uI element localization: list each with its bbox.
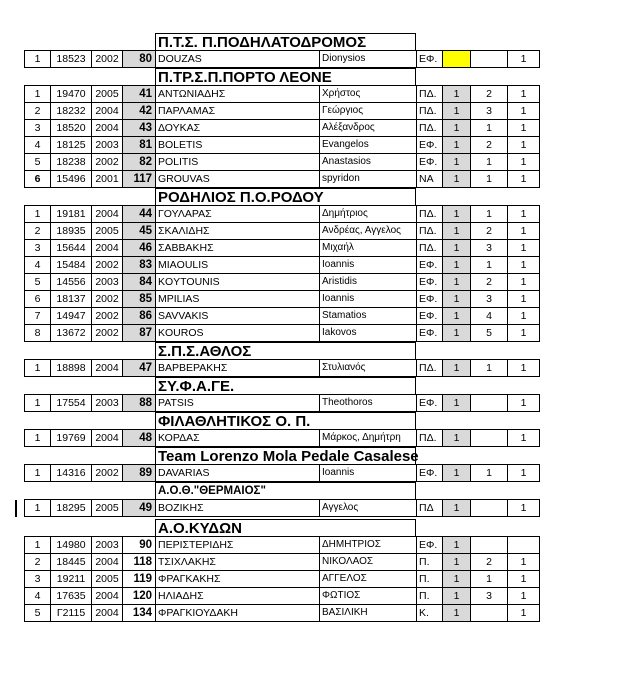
licence-cell: 19769 [50,430,91,447]
licence-cell: 19470 [50,86,91,103]
birth-year-cell: 2004 [91,120,122,137]
table-row [24,537,540,554]
value-a-cell: 1 [442,291,470,308]
licence-cell: 14316 [50,465,91,482]
bib-number-cell: 48 [122,430,155,447]
value-a-cell: 1 [442,537,470,554]
club-name: ΦΙΛΑΘΛΗΤΙΚΟΣ Ο. Π. [155,412,416,429]
category-cell: ΕΦ. [416,291,442,308]
value-c-cell: 1 [507,605,540,622]
bib-number-cell: 80 [122,51,155,68]
category-cell: ΠΔ. [416,120,442,137]
table-row [24,171,540,188]
value-c-cell: 1 [507,274,540,291]
bib-number-cell: 83 [122,257,155,274]
licence-cell: 18523 [50,51,91,68]
first-name-cell: Μάρκος, Δημήτρη [319,430,416,447]
value-b-cell: 1 [470,360,507,377]
value-b-cell: 2 [470,554,507,571]
club-name: Σ.Π.Σ.ΑΘΛΟΣ [155,342,416,359]
value-a-cell: 1 [442,465,470,482]
surname-cell: ΤΣΙΧΛΑΚΗΣ [155,554,319,571]
value-c-cell: 1 [507,137,540,154]
birth-year-cell: 2002 [91,51,122,68]
first-name-cell: Stamatios [319,308,416,325]
category-cell: ΕΦ. [416,395,442,412]
first-name-cell: Αγγελος [319,500,416,517]
position-cell: 5 [24,154,50,171]
surname-cell: ΣΚΑΛΙΔΗΣ [155,223,319,240]
birth-year-cell: 2003 [91,537,122,554]
value-a-cell: 1 [442,86,470,103]
first-name-cell: ΔΗΜΗΤΡΙΟΣ [319,537,416,554]
birth-year-cell: 2004 [91,240,122,257]
position-cell: 2 [24,103,50,120]
bib-number-cell: 46 [122,240,155,257]
value-b-cell [470,605,507,622]
value-b-cell [470,51,507,68]
value-c-cell: 1 [507,465,540,482]
surname-cell: GROUVAS [155,171,319,188]
value-a-cell: 1 [442,240,470,257]
value-c-cell: 1 [507,240,540,257]
value-b-cell: 2 [470,223,507,240]
bib-number-cell: 84 [122,274,155,291]
table-row [24,257,540,274]
position-cell: 2 [24,223,50,240]
first-name-cell: Iakovos [319,325,416,342]
first-name-cell: Δημήτριος [319,206,416,223]
value-b-cell: 1 [470,465,507,482]
value-a-cell: 1 [442,274,470,291]
birth-year-cell: 2005 [91,223,122,240]
table-row [24,86,540,103]
value-a-cell: 1 [442,120,470,137]
position-cell: 1 [24,430,50,447]
value-a-cell: 1 [442,500,470,517]
position-cell: 1 [24,360,50,377]
table-row [24,206,540,223]
first-name-cell: Dionysios [319,51,416,68]
table-row [24,554,540,571]
value-b-cell: 3 [470,240,507,257]
club-header [24,68,540,86]
position-cell: 5 [24,274,50,291]
licence-cell: 18935 [50,223,91,240]
bib-number-cell: 120 [122,588,155,605]
licence-cell: 18238 [50,154,91,171]
position-cell: 1 [24,395,50,412]
table-row [24,500,540,517]
first-name-cell: Αλέξανδρος [319,120,416,137]
birth-year-cell: 2002 [91,257,122,274]
value-a-cell: 1 [442,605,470,622]
position-cell: 3 [24,120,50,137]
category-cell: ΠΔ. [416,360,442,377]
first-name-cell: Ioannis [319,257,416,274]
value-b-cell [470,395,507,412]
club-name: Π.Τ.Σ. Π.ΠΟΔΗΛΑΤΟΔΡΟΜΟΣ [155,33,416,50]
club-header [24,447,540,465]
surname-cell: ΦΡΑΓΚΑΚΗΣ [155,571,319,588]
table-row [24,395,540,412]
birth-year-cell: 2004 [91,103,122,120]
value-c-cell: 1 [507,154,540,171]
birth-year-cell: 2002 [91,154,122,171]
row-edge-marker [15,500,17,517]
value-a-cell: 1 [442,360,470,377]
value-b-cell: 1 [470,206,507,223]
value-c-cell: 1 [507,223,540,240]
club-name: Π.ΤΡ.Σ.Π.ΠΟΡΤΟ ΛΕΟΝΕ [155,68,416,85]
value-b-cell: 3 [470,103,507,120]
category-cell: ΠΔ. [416,86,442,103]
value-c-cell: 1 [507,206,540,223]
bib-number-cell: 43 [122,120,155,137]
surname-cell: ΓΟΥΛΑΡΑΣ [155,206,319,223]
value-c-cell: 1 [507,86,540,103]
licence-cell: 15644 [50,240,91,257]
club-name: ΣΥ.Φ.Α.ΓΕ. [155,377,416,394]
value-a-cell: 1 [442,206,470,223]
club-name: Α.Ο.ΚΥΔΩΝ [155,519,416,536]
position-cell: 5 [24,605,50,622]
table-row [24,120,540,137]
position-cell: 1 [24,465,50,482]
bib-number-cell: 82 [122,154,155,171]
surname-cell: POLITIS [155,154,319,171]
category-cell: ΕΦ. [416,274,442,291]
category-cell: ΕΦ. [416,537,442,554]
value-a-cell [442,51,470,68]
birth-year-cell: 2004 [91,605,122,622]
value-b-cell: 1 [470,171,507,188]
table-row [24,308,540,325]
licence-cell: 14947 [50,308,91,325]
category-cell: Π. [416,588,442,605]
licence-cell: 14980 [50,537,91,554]
position-cell: 4 [24,137,50,154]
surname-cell: SAVVAKIS [155,308,319,325]
licence-cell: 18232 [50,103,91,120]
value-a-cell: 1 [442,171,470,188]
bib-number-cell: 86 [122,308,155,325]
table-row [24,605,540,622]
first-name-cell: Anastasios [319,154,416,171]
bib-number-cell: 44 [122,206,155,223]
value-b-cell: 2 [470,86,507,103]
value-b-cell [470,500,507,517]
bib-number-cell: 89 [122,465,155,482]
first-name-cell: Theothoros [319,395,416,412]
category-cell: ΕΦ. [416,257,442,274]
position-cell: 1 [24,206,50,223]
club-name: Α.Ο.Θ."ΘΕΡΜΑΙΟΣ" [155,482,416,499]
birth-year-cell: 2005 [91,86,122,103]
licence-cell: 15496 [50,171,91,188]
category-cell: ΕΦ. [416,137,442,154]
table-row [24,588,540,605]
table-row [24,240,540,257]
table-row [24,223,540,240]
value-c-cell: 1 [507,103,540,120]
first-name-cell: Ioannis [319,465,416,482]
value-b-cell: 1 [470,571,507,588]
position-cell: 6 [24,171,50,188]
value-c-cell: 1 [507,120,540,137]
value-b-cell: 1 [470,120,507,137]
licence-cell: 15484 [50,257,91,274]
table-row [24,291,540,308]
value-b-cell: 2 [470,274,507,291]
birth-year-cell: 2004 [91,430,122,447]
first-name-cell: spyridon [319,171,416,188]
surname-cell: ΒΑΡΒΕΡΑΚΗΣ [155,360,319,377]
surname-cell: MPILIAS [155,291,319,308]
club-header [24,377,540,395]
bib-number-cell: 118 [122,554,155,571]
surname-cell: ΑΝΤΩΝΙΑΔΗΣ [155,86,319,103]
surname-cell: ΚΟΡΔΑΣ [155,430,319,447]
bib-number-cell: 117 [122,171,155,188]
bib-number-cell: 41 [122,86,155,103]
position-cell: 6 [24,291,50,308]
birth-year-cell: 2001 [91,171,122,188]
licence-cell: 18295 [50,500,91,517]
surname-cell: ΗΛΙΑΔΗΣ [155,588,319,605]
surname-cell: DAVARIAS [155,465,319,482]
club-header [24,519,540,537]
value-b-cell: 4 [470,308,507,325]
category-cell: ΕΦ. [416,465,442,482]
value-c-cell: 1 [507,571,540,588]
value-c-cell: 1 [507,291,540,308]
licence-cell: 17635 [50,588,91,605]
surname-cell: BOLETIS [155,137,319,154]
position-cell: 3 [24,240,50,257]
bib-number-cell: 47 [122,360,155,377]
position-cell: 7 [24,308,50,325]
value-b-cell: 1 [470,257,507,274]
category-cell: Κ. [416,605,442,622]
value-a-cell: 1 [442,395,470,412]
club-header [24,412,540,430]
surname-cell: PATSIS [155,395,319,412]
birth-year-cell: 2004 [91,588,122,605]
value-c-cell: 1 [507,430,540,447]
birth-year-cell: 2003 [91,395,122,412]
value-c-cell: 1 [507,51,540,68]
position-cell: 1 [24,86,50,103]
birth-year-cell: 2002 [91,308,122,325]
entries-sheet [24,33,540,622]
value-c-cell: 1 [507,395,540,412]
value-c-cell: 1 [507,588,540,605]
position-cell: 1 [24,500,50,517]
value-b-cell: 5 [470,325,507,342]
value-a-cell: 1 [442,154,470,171]
surname-cell: MIAOULIS [155,257,319,274]
value-a-cell: 1 [442,223,470,240]
table-row [24,51,540,68]
value-b-cell: 1 [470,154,507,171]
table-row [24,103,540,120]
surname-cell: ΠΑΡΛΑΜΑΣ [155,103,319,120]
first-name-cell: Aristidis [319,274,416,291]
table-row [24,325,540,342]
value-c-cell: 1 [507,325,540,342]
birth-year-cell: 2005 [91,500,122,517]
value-a-cell: 1 [442,308,470,325]
table-row [24,137,540,154]
first-name-cell: Ioannis [319,291,416,308]
first-name-cell: Στυλιανός [319,360,416,377]
surname-cell: ΣΑΒΒΑΚΗΣ [155,240,319,257]
first-name-cell: Γεώργιος [319,103,416,120]
table-row [24,430,540,447]
licence-cell: 18445 [50,554,91,571]
surname-cell: ΒΟΖΙΚΗΣ [155,500,319,517]
value-a-cell: 1 [442,588,470,605]
club-header [24,482,540,500]
birth-year-cell: 2002 [91,465,122,482]
club-header [24,33,540,51]
position-cell: 8 [24,325,50,342]
table-row [24,360,540,377]
category-cell: ΕΦ. [416,325,442,342]
position-cell: 2 [24,554,50,571]
category-cell: ΠΔ. [416,223,442,240]
value-c-cell [507,537,540,554]
licence-cell: Γ2115 [50,605,91,622]
surname-cell: DOUZAS [155,51,319,68]
first-name-cell: Evangelos [319,137,416,154]
category-cell: ΠΔ. [416,430,442,447]
birth-year-cell: 2002 [91,291,122,308]
value-a-cell: 1 [442,325,470,342]
table-row [24,465,540,482]
category-cell: ΠΔ. [416,206,442,223]
licence-cell: 17554 [50,395,91,412]
position-cell: 4 [24,588,50,605]
bib-number-cell: 49 [122,500,155,517]
bib-number-cell: 81 [122,137,155,154]
table-row [24,154,540,171]
surname-cell: ΔΟΥΚΑΣ [155,120,319,137]
surname-cell: ΠΕΡΙΣΤΕΡΙΔΗΣ [155,537,319,554]
value-a-cell: 1 [442,257,470,274]
first-name-cell: Ανδρέας, Αγγελος [319,223,416,240]
category-cell: Π. [416,554,442,571]
club-name: Team Lorenzo Mola Pedale Casalese [155,447,416,464]
club-header [24,342,540,360]
position-cell: 3 [24,571,50,588]
first-name-cell: ΒΑΣΙΛΙΚΗ [319,605,416,622]
birth-year-cell: 2004 [91,554,122,571]
bib-number-cell: 45 [122,223,155,240]
value-b-cell [470,430,507,447]
value-b-cell: 3 [470,291,507,308]
value-c-cell: 1 [507,500,540,517]
value-a-cell: 1 [442,430,470,447]
first-name-cell: ΑΓΓΕΛΟΣ [319,571,416,588]
position-cell: 1 [24,51,50,68]
value-a-cell: 1 [442,554,470,571]
category-cell: ΠΔ [416,500,442,517]
value-a-cell: 1 [442,137,470,154]
category-cell: ΕΦ. [416,51,442,68]
licence-cell: 18520 [50,120,91,137]
category-cell: ΕΦ. [416,308,442,325]
birth-year-cell: 2003 [91,274,122,291]
first-name-cell: Μιχαήλ [319,240,416,257]
first-name-cell: ΦΩΤΙΟΣ [319,588,416,605]
category-cell: Π. [416,571,442,588]
birth-year-cell: 2003 [91,137,122,154]
value-c-cell: 1 [507,554,540,571]
value-b-cell: 2 [470,137,507,154]
licence-cell: 14556 [50,274,91,291]
club-header [24,188,540,206]
birth-year-cell: 2005 [91,571,122,588]
surname-cell: KOUROS [155,325,319,342]
bib-number-cell: 88 [122,395,155,412]
category-cell: ΝΑ [416,171,442,188]
surname-cell: KOYTOUNIS [155,274,319,291]
licence-cell: 18125 [50,137,91,154]
value-a-cell: 1 [442,103,470,120]
category-cell: ΕΦ. [416,154,442,171]
value-b-cell: 3 [470,588,507,605]
bib-number-cell: 85 [122,291,155,308]
club-name: ΡΟΔΗΛΙΟΣ Π.Ο.ΡΟΔΟΥ [155,188,416,205]
position-cell: 1 [24,537,50,554]
value-c-cell: 1 [507,171,540,188]
bib-number-cell: 134 [122,605,155,622]
birth-year-cell: 2004 [91,360,122,377]
licence-cell: 18898 [50,360,91,377]
birth-year-cell: 2002 [91,325,122,342]
birth-year-cell: 2004 [91,206,122,223]
position-cell: 4 [24,257,50,274]
bib-number-cell: 90 [122,537,155,554]
licence-cell: 19211 [50,571,91,588]
licence-cell: 18137 [50,291,91,308]
value-a-cell: 1 [442,571,470,588]
licence-cell: 13672 [50,325,91,342]
surname-cell: ΦΡΑΓΚΙΟΥΔΑΚΗ [155,605,319,622]
bib-number-cell: 87 [122,325,155,342]
licence-cell: 19181 [50,206,91,223]
category-cell: ΠΔ. [416,103,442,120]
category-cell: ΠΔ. [416,240,442,257]
value-c-cell: 1 [507,308,540,325]
value-b-cell [470,537,507,554]
value-c-cell: 1 [507,257,540,274]
table-row [24,571,540,588]
table-row [24,274,540,291]
first-name-cell: ΝΙΚΟΛΑΟΣ [319,554,416,571]
bib-number-cell: 42 [122,103,155,120]
first-name-cell: Χρήστος [319,86,416,103]
value-c-cell: 1 [507,360,540,377]
bib-number-cell: 119 [122,571,155,588]
